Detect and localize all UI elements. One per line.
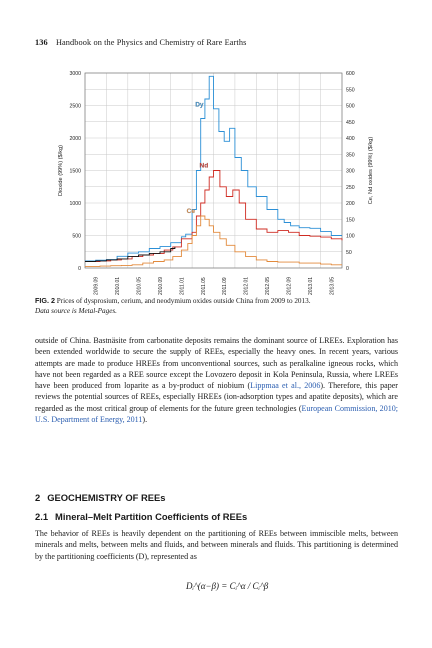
y-right-tick-label: 350 — [346, 152, 355, 159]
series-label: Dy — [195, 101, 204, 109]
citation-link[interactable]: Lippmaa et al., 2006 — [250, 381, 321, 391]
x-tick-label: 2013.01 — [307, 276, 314, 295]
y-right-tick-label: 250 — [346, 184, 355, 191]
caption-text: Prices of dysprosium, cerium, and neodymium oxides outside China from 2009 to 2013. — [56, 297, 311, 305]
y-right-axis-label: Ce, Nd oxides (99%) ($/kg) — [368, 136, 374, 205]
x-tick-label: 2010.05 — [136, 276, 143, 295]
y-right-tick-label: 400 — [346, 136, 355, 142]
y-right-tick-label: 300 — [346, 168, 355, 175]
y-right-tick-label: 50 — [346, 249, 352, 256]
series-label: Nd — [199, 162, 209, 170]
y-right-tick-label: 550 — [346, 87, 355, 94]
y-right-tick-label: 500 — [346, 103, 355, 110]
x-tick-label: 2012.05 — [265, 276, 272, 295]
series-label: Ce — [186, 208, 195, 215]
subsection-heading — [35, 511, 254, 522]
y-left-tick-label: 2500 — [69, 103, 81, 110]
y-left-tick-label: 1000 — [69, 201, 81, 207]
equation — [186, 581, 268, 591]
section-heading — [35, 492, 172, 503]
x-tick-label: 2010.01 — [115, 276, 122, 295]
page-number: 136 — [35, 38, 48, 47]
figure-label: FIG. 2 — [35, 296, 55, 305]
y-left-tick-label: 500 — [72, 233, 81, 240]
x-tick-label: 2012.01 — [243, 276, 250, 295]
y-right-tick-label: 100 — [346, 233, 355, 240]
citation-link[interactable]: European Commission, 2010; U.S. Department of Energy, 2011 — [35, 403, 398, 425]
figure-caption — [35, 296, 405, 316]
x-tick-label: 2012.09 — [286, 276, 293, 295]
y-left-tick-label: 3000 — [69, 71, 81, 77]
price-chart — [0, 0, 432, 300]
section-title: GEOCHEMISTRY OF REEs — [47, 492, 166, 503]
x-tick-label: 2009.09 — [93, 276, 100, 295]
caption-source: Data source is Metal-Pages. — [35, 306, 117, 315]
y-right-tick-label: 0 — [346, 266, 349, 272]
x-tick-label: 2011.09 — [222, 277, 229, 295]
chart-labels — [58, 71, 374, 295]
x-tick-label: 2011.05 — [200, 277, 207, 295]
section-number: 2 — [35, 492, 41, 503]
y-right-tick-label: 200 — [346, 201, 355, 207]
x-tick-label: 2011.01 — [179, 277, 186, 295]
y-right-tick-label: 450 — [346, 119, 355, 126]
y-left-tick-label: 1500 — [69, 168, 81, 175]
paragraph-text: ). Therefore, this paper reviews the potential sources of REEs, especially HREEs (ion-adsorption types and apatite deposits), which are regarded as the most critical group of elements for the future green technologies ( — [35, 381, 398, 413]
paragraph-text: outside of China. Bastnäsite from carbonatite deposits remains the dominant source of LREEs. Exploration has been extended worldwide to secure the supply of REEs, especially the heavy ones. In recent years, various attempts are made to produce HREEs from unconventional sources, such as peralkaline igneous rocks, which have not been regarded as a REE source except the Lovozero deposit in Kola Peninsula, Russia, where LREEs have been produced from loparite as a by-product of niobium ( — [35, 336, 398, 391]
y-right-tick-label: 600 — [346, 71, 355, 77]
body-paragraph-1 — [35, 335, 398, 425]
y-left-tick-label: 0 — [78, 266, 81, 272]
y-right-tick-label: 150 — [346, 217, 355, 224]
equation-text: Dᵢ^(α−β) = Cᵢ^α / Cᵢ^β — [186, 581, 269, 591]
subsection-title: Mineral–Melt Partition Coefficients of REEs — [55, 511, 248, 522]
body-paragraph-2 — [35, 528, 398, 562]
y-left-tick-label: 2000 — [69, 136, 81, 142]
subsection-number: 2.1 — [35, 511, 49, 522]
paragraph-text: ). — [142, 415, 148, 425]
y-left-axis-label: Dioxide (99%) ($/kg) — [58, 145, 64, 196]
running-title: Handbook on the Physics and Chemistry of Rare Earths — [55, 38, 247, 47]
x-tick-label: 2013.05 — [329, 276, 336, 295]
paragraph-text: The behavior of REEs is heavily dependent on the partitioning of REEs between immiscible melts, between minerals and melts, between melts and fluids, and between minerals and fluids. This partitioning is determined by the partitioning coefficients (D), represented as — [35, 529, 398, 561]
x-tick-label: 2010.09 — [157, 276, 164, 295]
